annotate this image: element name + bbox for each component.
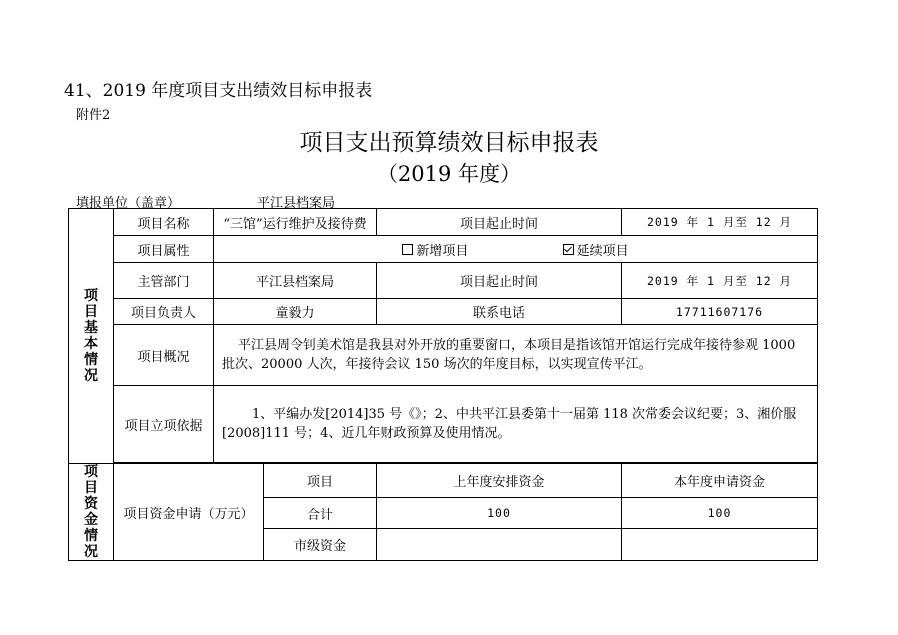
contact-phone-value: 17711607176 [622, 299, 818, 325]
fund-row-last [377, 529, 622, 561]
department-value: 平江县档案局 [214, 263, 377, 299]
table-row [69, 325, 818, 386]
fund-col-last-year: 上年度安排资金 [377, 464, 622, 498]
attachment-label: 附件2 [76, 108, 111, 123]
reporting-unit-label: 填报单位（盖章） [76, 196, 181, 211]
contact-phone-label: 联系电话 [377, 299, 622, 325]
fund-col-this-year: 本年度申请资金 [622, 464, 818, 498]
project-leader-value: 童毅力 [214, 299, 377, 325]
project-leader-label: 项目负责人 [114, 299, 214, 325]
table-row [69, 209, 818, 236]
table-row [69, 263, 818, 299]
fund-row-last: 100 [377, 498, 622, 529]
new-project-label: 新增项目 [416, 243, 469, 259]
fund-row-item: 市级资金 [264, 529, 377, 561]
fund-row-current [622, 529, 818, 561]
fund-info-heading-text: 项目资金情况 [84, 464, 98, 560]
form-year: （2019 年度） [376, 162, 522, 186]
continuing-project-checkbox[interactable] [563, 240, 629, 259]
checkbox-checked-icon [563, 244, 574, 255]
project-attribute-label: 项目属性 [114, 236, 214, 263]
fund-row-item: 合计 [264, 498, 377, 529]
table-row [69, 464, 818, 498]
project-overview-label: 项目概况 [114, 325, 214, 386]
project-attribute-options [214, 236, 818, 263]
basic-info-heading [69, 209, 114, 464]
continuing-project-label: 延续项目 [576, 243, 629, 259]
basic-info-heading-text: 项目基本情况 [84, 288, 98, 384]
project-period-label-2: 项目起止时间 [377, 263, 622, 299]
form-title: 项目支出预算绩效目标申报表 [299, 130, 599, 156]
new-project-checkbox[interactable] [402, 240, 468, 259]
project-name-label: 项目名称 [114, 209, 214, 236]
project-basis-content: 1、平编办发[2014]35 号《》；2、中共平江县委第十一届第 118 次常委会议纪要；3、湘价服[2008]111 号；4、近几年财政预算及使用情况。 [222, 407, 797, 441]
table-row [69, 236, 818, 263]
project-period-value: 2019 年 1 月至 12 月 [622, 209, 818, 236]
fund-apply-label: 项目资金申请（万元） [114, 464, 264, 561]
fund-col-item: 项目 [264, 464, 377, 498]
reporting-unit-value: 平江县档案局 [257, 196, 336, 211]
project-basis-label: 项目立项依据 [114, 386, 214, 463]
project-overview-text [214, 325, 818, 386]
section-heading: 41、2019 年度项目支出绩效目标申报表 [64, 81, 373, 101]
table-row [69, 299, 818, 325]
project-period-value-2: 2019 年 1 月至 12 月 [622, 263, 818, 299]
project-overview-content: 平江县周令钊美术馆是我县对外开放的重要窗口，本项目是指该馆开馆运行完成年接待参观 1000 批次、20000 人次，年接待会议 150 场次的年度目标，以实现宣传平江。 [222, 338, 796, 372]
application-form-table [68, 208, 818, 561]
fund-info-heading [69, 464, 114, 561]
checkbox-unchecked-icon [402, 244, 413, 255]
project-basis-text [214, 386, 818, 463]
fund-row-current: 100 [622, 498, 818, 529]
project-period-label: 项目起止时间 [377, 209, 622, 236]
table-row [69, 386, 818, 463]
project-name-value: “三馆”运行维护及接待费 [214, 209, 377, 236]
department-label: 主管部门 [114, 263, 214, 299]
